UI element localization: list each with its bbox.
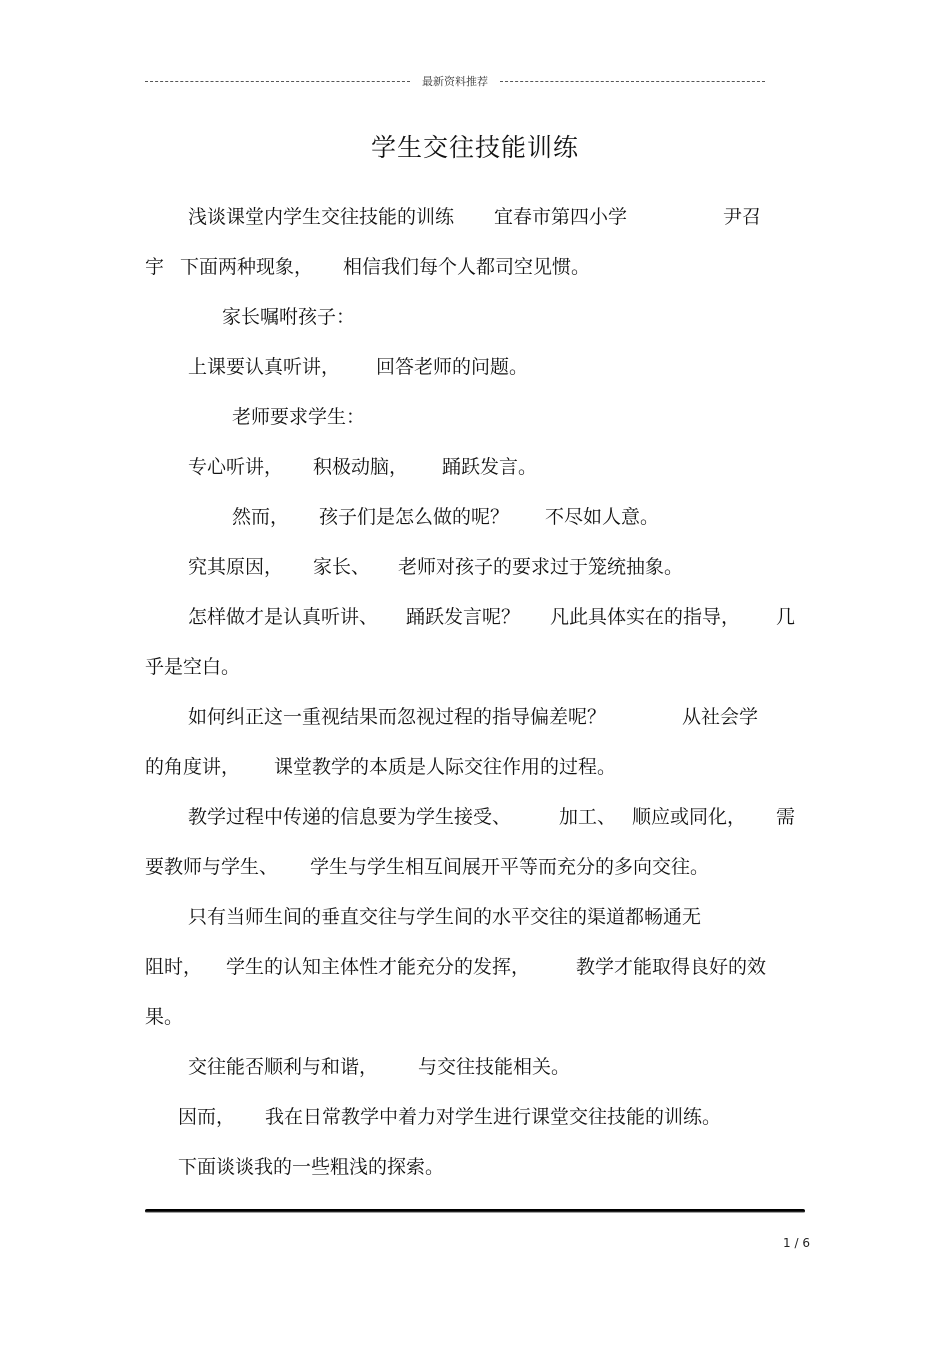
text-segment: 交往能否顺利与和谐， <box>188 1056 379 1078</box>
text-segment: 积极动脑， <box>313 456 409 478</box>
text-segment: 老师要求学生： <box>232 406 366 428</box>
paragraph-line <box>232 405 365 429</box>
text-segment: 几 <box>776 606 796 628</box>
text-segment: 不尽如人意。 <box>545 506 660 528</box>
text-segment: 学生与学生相互间展开平等而充分的多向交往。 <box>310 856 710 878</box>
text-segment: 尹召 <box>723 206 762 228</box>
document-title: 学生交往技能训练 <box>370 133 579 162</box>
paragraph-line <box>145 655 240 679</box>
page-number: 1 / 6 <box>783 1236 810 1250</box>
text-segment: 老师对孩子的要求过于笼统抽象。 <box>398 556 684 578</box>
paragraph-line <box>188 1055 570 1079</box>
footer-rule <box>145 1209 805 1213</box>
text-segment: 要教师与学生、 <box>145 856 279 878</box>
text-segment: 孩子们是怎么做的呢？ <box>319 506 510 528</box>
text-segment: 阻时， <box>145 956 203 978</box>
text-segment: 下面两种现象， <box>180 256 314 278</box>
paragraph-line <box>188 805 795 829</box>
text-segment: 如何纠正这一重视结果而忽视过程的指导偏差呢？ <box>188 706 607 728</box>
text-segment: 宜春市第四小学 <box>494 206 628 228</box>
paragraph-line <box>178 1155 444 1179</box>
text-segment: 乎是空白。 <box>145 656 241 678</box>
text-segment: 课堂教学的本质是人际交往作用的过程。 <box>274 756 617 778</box>
text-segment: 果。 <box>145 1006 184 1028</box>
text-segment: 学生的认知主体性才能充分的发挥， <box>226 956 531 978</box>
text-segment: 相信我们每个人都司空见惯。 <box>343 256 591 278</box>
paragraph-line <box>145 955 766 979</box>
text-segment: 究其原因， <box>188 556 284 578</box>
paragraph-line <box>178 1105 721 1129</box>
text-segment: 加工、 <box>559 806 617 828</box>
paragraph-line <box>188 555 683 579</box>
text-segment: 踊跃发言呢？ <box>406 606 521 628</box>
text-segment: 需 <box>776 806 796 828</box>
text-segment: 怎样做才是认真听讲、 <box>188 606 379 628</box>
paragraph-line <box>145 255 590 279</box>
paragraph-line <box>232 505 659 529</box>
page-header <box>145 72 765 90</box>
text-segment: 下面谈谈我的一些粗浅的探索。 <box>178 1156 445 1178</box>
text-segment: 我在日常教学中着力对学生进行课堂交往技能的训练。 <box>265 1106 722 1128</box>
text-segment: 家长嘱咐孩子： <box>222 306 356 328</box>
paragraph-line <box>145 1005 183 1029</box>
text-segment: 教学过程中传递的信息要为学生接受、 <box>188 806 512 828</box>
text-segment: 凡此具体实在的指导， <box>550 606 741 628</box>
text-segment: 从社会学 <box>682 706 759 728</box>
text-segment: 只有当师生间的垂直交往与学生间的水平交往的渠道都畅通无 <box>188 906 702 928</box>
text-segment: 宇 <box>145 256 165 278</box>
paragraph-line <box>188 205 761 229</box>
paragraph-line <box>188 605 795 629</box>
text-segment: 踊跃发言。 <box>442 456 538 478</box>
text-segment: 专心听讲， <box>188 456 284 478</box>
header-dash-right <box>500 81 765 82</box>
paragraph-line <box>145 855 709 879</box>
header-text: 最新资料推荐 <box>422 75 488 88</box>
text-segment: 上课要认真听讲， <box>188 356 341 378</box>
paragraph-line <box>222 305 355 329</box>
text-segment: 家长、 <box>313 556 371 578</box>
text-segment: 浅谈课堂内学生交往技能的训练 <box>188 206 455 228</box>
paragraph-line <box>188 355 528 379</box>
text-segment: 然而， <box>232 506 290 528</box>
text-segment: 回答老师的问题。 <box>376 356 529 378</box>
paragraph-line <box>145 755 616 779</box>
text-segment: 因而， <box>178 1106 236 1128</box>
text-segment: 教学才能取得良好的效 <box>576 956 767 978</box>
text-segment: 顺应或同化， <box>632 806 747 828</box>
paragraph-line <box>188 455 537 479</box>
text-segment: 与交往技能相关。 <box>418 1056 571 1078</box>
paragraph-line <box>188 905 701 929</box>
text-segment: 的角度讲， <box>145 756 241 778</box>
paragraph-line <box>188 705 758 729</box>
header-dash-left <box>145 81 410 82</box>
